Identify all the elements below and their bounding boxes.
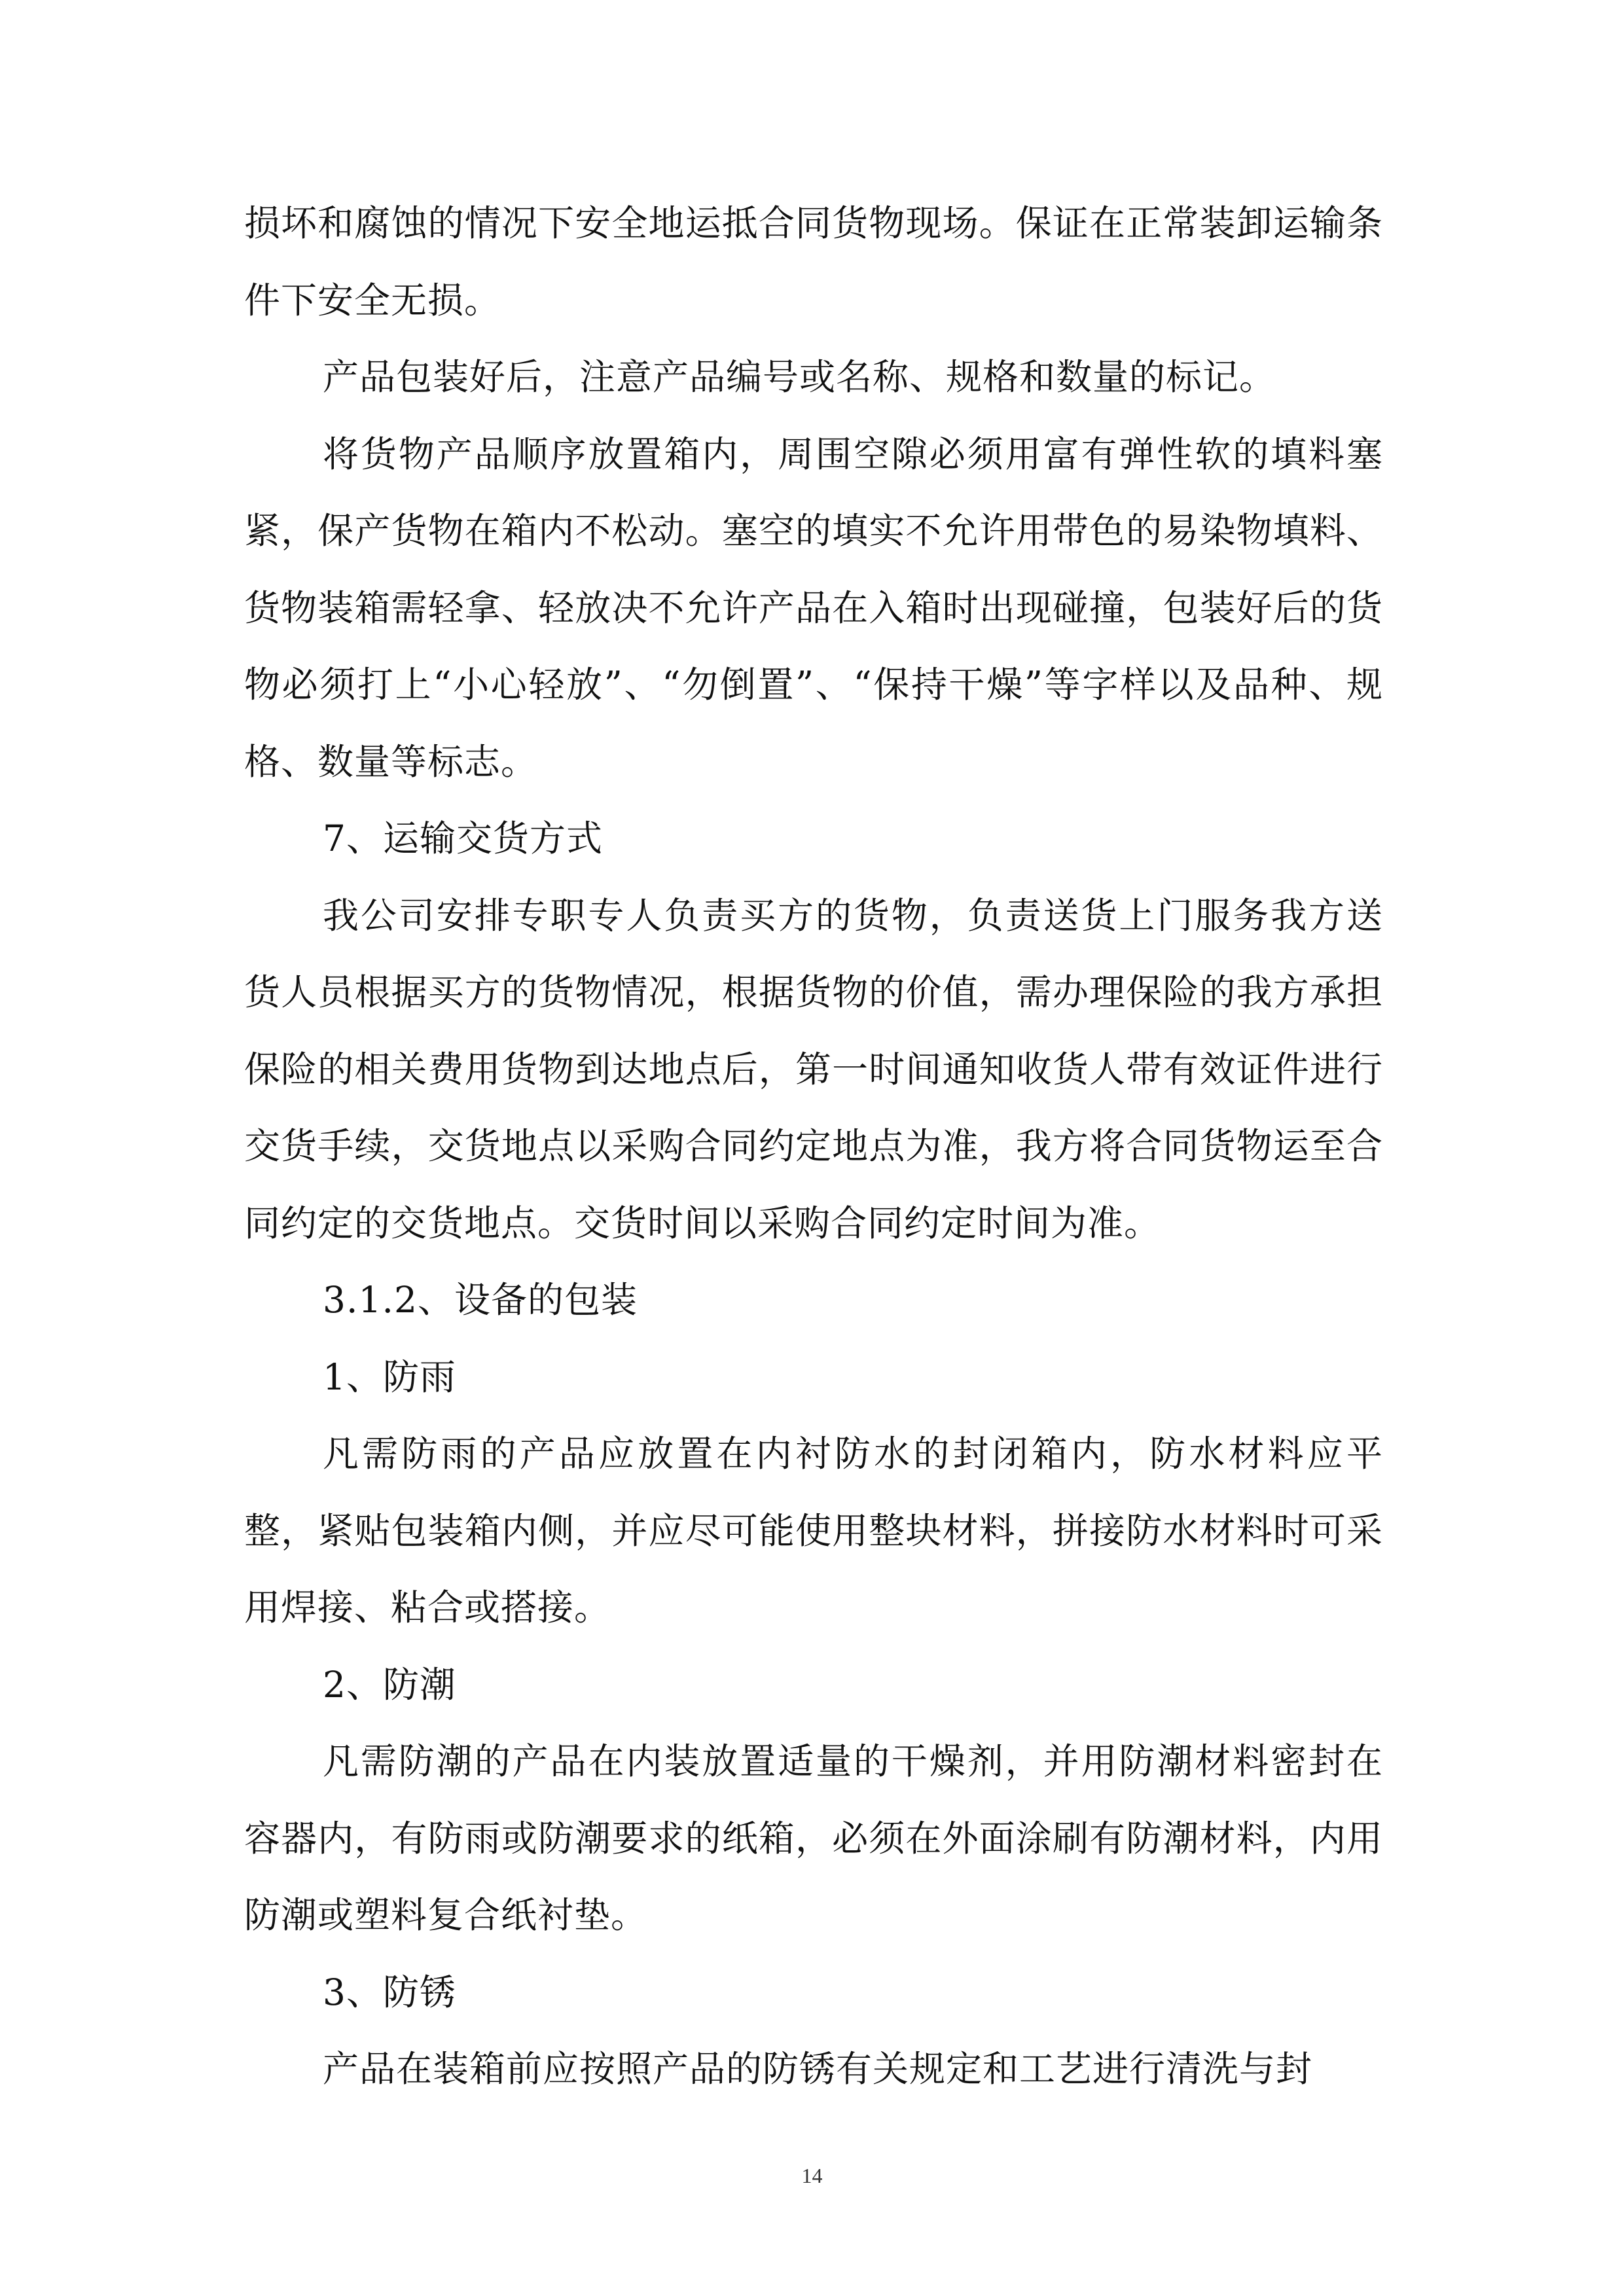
heading-equipment-packaging: 3.1.2、设备的包装 xyxy=(323,1279,638,1321)
paragraph-packing: 将货物产品顺序放置箱内，周围空隙必须用富有弹性软的填料塞紧，保产货物在箱内不松动。塞空的填实不允许用带色的易染物填料、货物装箱需轻拿、轻放决不允许产品在入箱时出现碰撞，包装好后的货物必须打上“小心轻放”、“勿倒置”、“保持干燥”等字样以及品种、规格、数量等标志。 xyxy=(244,433,1383,783)
paragraph-rustproof: 产品在装箱前应按照产品的防锈有关规定和工艺进行清洗与封 xyxy=(323,2048,1313,2090)
paragraph-continuation: 损坏和腐蚀的情况下安全地运抵合同货物现场。保证在正常装卸运输条件下安全无损。 xyxy=(244,202,1383,321)
paragraph-moistureproof: 凡需防潮的产品在内装放置适量的干燥剂，并用防潮材料密封在容器内，有防雨或防潮要求的纸箱，必须在外面涂刷有防潮材料，内用防潮或塑料复合纸衬垫。 xyxy=(244,1740,1383,1936)
heading-transport-delivery: 7、运输交货方式 xyxy=(323,817,603,859)
heading-rustproof: 3、防锈 xyxy=(323,1971,456,2013)
heading-moistureproof: 2、防潮 xyxy=(323,1663,456,1706)
heading-rainproof: 1、防雨 xyxy=(323,1355,456,1398)
page-number: 14 xyxy=(801,2164,823,2187)
paragraph-rainproof: 凡需防雨的产品应放置在内衬防水的封闭箱内，防水材料应平整，紧贴包装箱内侧，并应尽可能使用整块材料，拼接防水材料时可采用焊接、粘合或搭接。 xyxy=(244,1433,1383,1628)
document-body xyxy=(244,185,1383,2108)
paragraph-labeling: 产品包装好后，注意产品编号或名称、规格和数量的标记。 xyxy=(323,356,1276,398)
paragraph-delivery: 我公司安排专职专人负责买方的货物，负责送货上门服务我方送货人员根据买方的货物情况，根据货物的价值，需办理保险的我方承担保险的相关费用货物到达地点后，第一时间通知收货人带有效证件进行交货手续，交货地点以采购合同约定地点为准，我方将合同货物运至合同约定的交货地点。交货时间以采购合同约定时间为准。 xyxy=(244,894,1383,1244)
